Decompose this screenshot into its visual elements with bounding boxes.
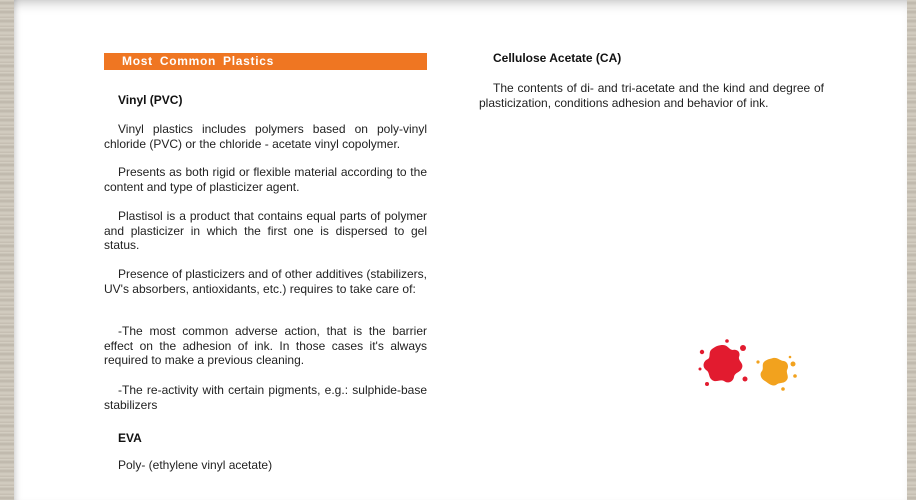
vinyl-heading: Vinyl (PVC) [118, 93, 183, 107]
cellulose-acetate-description: The contents of di- and tri-acetate and the kind and degree of plasticization, conditions adhesion and behavior of ink. [479, 81, 824, 110]
paragraph-plasticizers: Presence of plasticizers and of other additives (stabilizers, UV's absorbers, antioxidants, etc.) requires to take care of: [104, 267, 427, 296]
red-ink-splat-icon [697, 339, 749, 389]
paragraph-reactivity: -The re-activity with certain pigments, e.g.: sulphide-base stabilizers [104, 383, 427, 412]
page-edge-left [0, 0, 14, 500]
paragraph-adverse-action: -The most common adverse action, that is the barrier effect on the adhesion of ink. In those cases it's always required to make a previous cleaning. [104, 324, 427, 367]
section-title: Most Common Plastics [122, 54, 275, 68]
cellulose-acetate-heading: Cellulose Acetate (CA) [493, 51, 622, 65]
section-header-bar [104, 53, 427, 70]
page-edge-right [907, 0, 916, 500]
paragraph-rigid-flexible: Presents as both rigid or flexible material according to the content and type of plasticizer agent. [104, 165, 427, 194]
orange-ink-splat-icon [753, 352, 799, 392]
paragraph-vinyl-definition: Vinyl plastics includes polymers based on poly-vinyl chloride (PVC) or the chloride - acetate vinyl copolymer. [104, 122, 427, 151]
eva-heading: EVA [118, 431, 142, 445]
eva-description: Poly- (ethylene vinyl acetate) [118, 458, 273, 472]
paragraph-plastisol: Plastisol is a product that contains equal parts of polymer and plasticizer in which the first one is dispersed to gel status. [104, 209, 427, 252]
